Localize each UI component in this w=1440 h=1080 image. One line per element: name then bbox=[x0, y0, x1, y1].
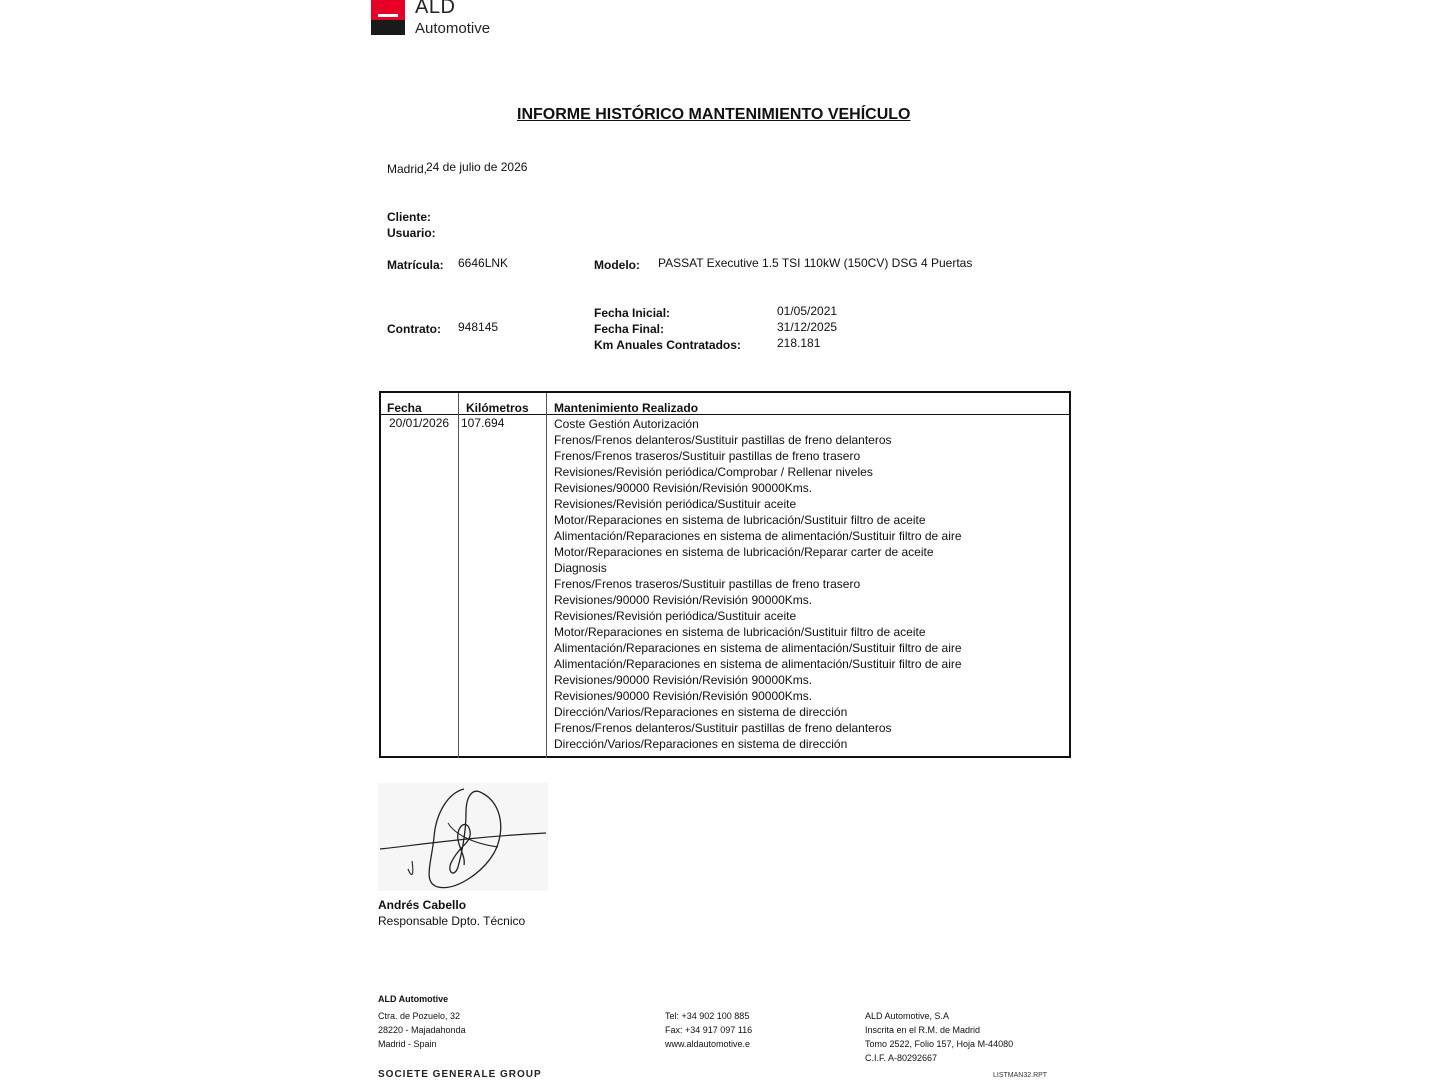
signatory-role: Responsable Dpto. Técnico bbox=[378, 914, 526, 928]
maintenance-item: Revisiones/90000 Revisión/Revisión 90000Kms. bbox=[554, 673, 813, 687]
th-mantenimiento: Mantenimiento Realizado bbox=[554, 401, 699, 415]
usuario-label: Usuario: bbox=[387, 226, 436, 240]
modelo-value: PASSAT Executive 1.5 TSI 110kW (150CV) DSG 4 Puertas bbox=[658, 256, 973, 270]
footer-address-3: Madrid - Spain bbox=[378, 1039, 437, 1049]
maintenance-item: Motor/Reparaciones en sistema de lubricación/Reparar carter de aceite bbox=[554, 545, 934, 559]
maintenance-item: Alimentación/Reparaciones en sistema de alimentación/Sustituir filtro de aire bbox=[554, 529, 962, 543]
maintenance-item: Revisiones/Revisión periódica/Comprobar / Rellenar niveles bbox=[554, 465, 873, 479]
row-kilometros: 107.694 bbox=[461, 416, 505, 430]
contrato-label: Contrato: bbox=[387, 322, 441, 336]
maintenance-item: Revisiones/90000 Revisión/Revisión 90000Kms. bbox=[554, 481, 813, 495]
maintenance-item: Revisiones/Revisión periódica/Sustituir aceite bbox=[554, 609, 797, 623]
maintenance-item: Frenos/Frenos traseros/Sustituir pastillas de freno trasero bbox=[554, 449, 861, 463]
footer-company: ALD Automotive bbox=[378, 994, 449, 1004]
matricula-value: 6646LNK bbox=[458, 256, 509, 270]
footer-address-2: 28220 - Majadahonda bbox=[378, 1025, 466, 1035]
logo-red-block bbox=[371, 0, 405, 20]
maintenance-item: Frenos/Frenos traseros/Sustituir pastillas de freno trasero bbox=[554, 577, 861, 591]
logo-text-automotive: Automotive bbox=[415, 20, 491, 37]
footer-legal-4: C.I.F. A-80292667 bbox=[865, 1053, 938, 1063]
signatory-name: Andrés Cabello bbox=[378, 898, 467, 912]
th-kilometros: Kilómetros bbox=[466, 401, 529, 415]
maintenance-item: Motor/Reparaciones en sistema de lubricación/Sustituir filtro de aceite bbox=[554, 625, 926, 639]
cliente-label: Cliente: bbox=[387, 210, 432, 224]
maintenance-item: Alimentación/Reparaciones en sistema de alimentación/Sustituir filtro de aire bbox=[554, 657, 962, 671]
km-anuales-value: 218.181 bbox=[777, 336, 821, 350]
maintenance-item: Dirección/Varios/Reparaciones en sistema de dirección bbox=[554, 705, 848, 719]
maintenance-items-list bbox=[554, 416, 962, 752]
maintenance-item: Frenos/Frenos delanteros/Sustituir pastillas de freno delanteros bbox=[554, 433, 892, 447]
maintenance-item: Revisiones/90000 Revisión/Revisión 90000Kms. bbox=[554, 689, 813, 703]
maintenance-item: Diagnosis bbox=[554, 561, 607, 575]
footer-fax: Fax: +34 917 097 116 bbox=[665, 1025, 753, 1035]
table-column-divider bbox=[546, 393, 547, 758]
contrato-value: 948145 bbox=[458, 320, 499, 334]
fecha-inicial-label: Fecha Inicial: bbox=[594, 306, 671, 320]
maintenance-item: Frenos/Frenos delanteros/Sustituir pastillas de freno delanteros bbox=[554, 721, 892, 735]
report-title: INFORME HISTÓRICO MANTENIMIENTO VEHÍCULO bbox=[517, 106, 911, 123]
footer-address-1: Ctra. de Pozuelo, 32 bbox=[378, 1011, 461, 1021]
maintenance-item: Alimentación/Reparaciones en sistema de alimentación/Sustituir filtro de aire bbox=[554, 641, 962, 655]
km-anuales-label: Km Anuales Contratados: bbox=[594, 338, 741, 352]
report-date: 24 de julio de 2026 bbox=[426, 160, 528, 174]
maintenance-item: Revisiones/Revisión periódica/Sustituir aceite bbox=[554, 497, 797, 511]
place: Madrid, bbox=[387, 162, 428, 176]
footer-web[interactable]: www.aldautomotive.e bbox=[665, 1039, 751, 1049]
footer-legal-3: Tomo 2522, Folio 157, Hoja M-44080 bbox=[865, 1039, 1014, 1049]
maintenance-item: Dirección/Varios/Reparaciones en sistema de dirección bbox=[554, 737, 848, 751]
report-code: LISTMAN32.RPT bbox=[993, 1072, 1048, 1079]
table-column-divider bbox=[458, 393, 459, 758]
modelo-label: Modelo: bbox=[594, 258, 640, 272]
logo-text-ald: ALD bbox=[415, 0, 456, 18]
row-fecha: 20/01/2026 bbox=[389, 416, 450, 430]
logo-dash bbox=[378, 14, 398, 17]
footer-tel: Tel: +34 902 100 885 bbox=[665, 1011, 750, 1021]
signature-image bbox=[378, 783, 548, 891]
th-fecha: Fecha bbox=[387, 401, 422, 415]
footer-legal-1: ALD Automotive, S.A bbox=[865, 1011, 950, 1021]
fecha-final-value: 31/12/2025 bbox=[777, 320, 838, 334]
fecha-inicial-value: 01/05/2021 bbox=[777, 304, 838, 318]
footer-group: SOCIETE GENERALE GROUP bbox=[378, 1069, 542, 1080]
footer-legal-2: Inscrita en el R.M. de Madrid bbox=[865, 1025, 981, 1035]
fecha-final-label: Fecha Final: bbox=[594, 322, 665, 336]
maintenance-item: Motor/Reparaciones en sistema de lubricación/Sustituir filtro de aceite bbox=[554, 513, 926, 527]
matricula-label: Matrícula: bbox=[387, 258, 444, 272]
maintenance-item: Revisiones/90000 Revisión/Revisión 90000Kms. bbox=[554, 593, 813, 607]
maintenance-item: Coste Gestión Autorización bbox=[554, 417, 699, 431]
